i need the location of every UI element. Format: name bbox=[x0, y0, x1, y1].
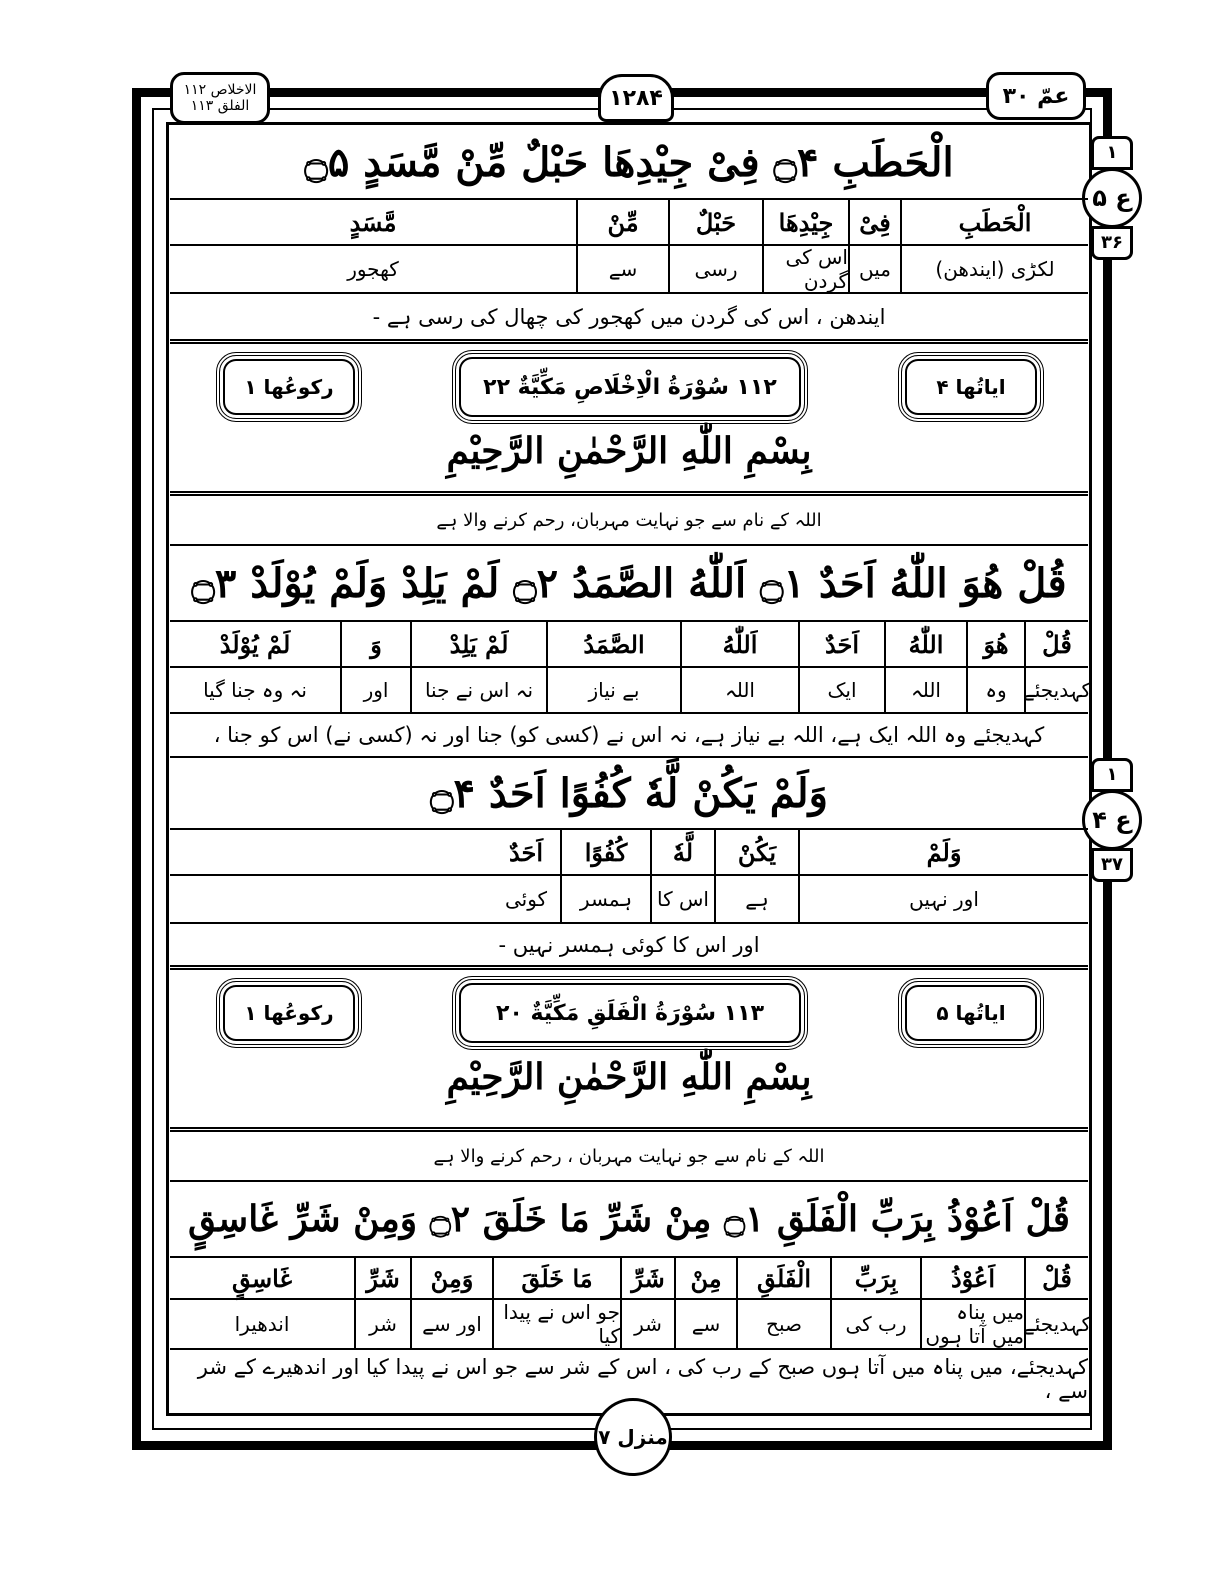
surah-index-tab bbox=[170, 72, 270, 124]
ruku-marker-top: ۱ bbox=[1091, 136, 1133, 170]
arabic-word-cell: شَرِّ bbox=[354, 1258, 410, 1298]
arabic-word-row bbox=[170, 1258, 1088, 1300]
urdu-word-cell: صبح bbox=[736, 1300, 830, 1348]
arabic-word-cell: كُفُوًا bbox=[560, 830, 650, 874]
arabic-word-cell: يَكُنْ bbox=[714, 830, 798, 874]
translation-line: کہدیجئے وہ اللہ ایک ہے، اللہ بے نیاز ہے، نہ اس نے (کسی کو) جنا اور نہ (کسی نے) اس کو جنا ، bbox=[170, 714, 1088, 758]
arabic-word-cell: شَرِّ bbox=[620, 1258, 674, 1298]
urdu-word-cell: اور سے bbox=[410, 1300, 492, 1348]
urdu-word-cell: اندھیرا bbox=[234, 1312, 290, 1336]
urdu-word-cell: کھجور bbox=[347, 257, 399, 281]
arabic-word-cell: جِیْدِهَا bbox=[762, 200, 848, 244]
ayat-count-label: ایاتُها ۴ bbox=[898, 352, 1044, 422]
urdu-word-cell: لکڑی (ایندھن) bbox=[900, 246, 1088, 292]
verse-line: قُلْ اَعُوْذُ بِرَبِّ الْفَلَقِ ۝۱ مِنْ شَرِّ مَا خَلَقَ ۝۲ وَمِنْ شَرِّ غَاسِقٍ bbox=[170, 1182, 1088, 1258]
urdu-word-cell: شر bbox=[620, 1300, 674, 1348]
urdu-word-cell: اس کا bbox=[650, 876, 714, 922]
urdu-word-row bbox=[170, 1300, 1091, 1350]
arabic-word-row bbox=[170, 622, 1088, 668]
ayat-count-label: ایاتُها ۵ bbox=[898, 978, 1044, 1048]
bismillah-translation: اللہ کے نام سے جو نہایت مہربان، رحم کرنے والا ہے bbox=[170, 496, 1088, 546]
arabic-word-cell: اَعُوْذُ bbox=[920, 1258, 1024, 1298]
urdu-word-cell: جو اس نے پیدا کیا bbox=[492, 1300, 620, 1348]
urdu-word-cell: اللہ bbox=[680, 668, 798, 712]
arabic-word-row bbox=[170, 830, 1088, 876]
ruku-count-label: رکوعُها ۱ bbox=[216, 352, 362, 422]
arabic-word-cell: اَحَدٌ bbox=[508, 837, 544, 867]
para-label: عمّ ۳۰ bbox=[986, 72, 1086, 120]
ruku-marker-2 bbox=[1082, 758, 1142, 882]
arabic-word-cells bbox=[170, 1258, 1088, 1298]
arabic-word-cell: الْحَطَبِ bbox=[900, 200, 1088, 244]
urdu-word-cell: میں bbox=[848, 246, 900, 292]
arabic-word-cell: الصَّمَدُ bbox=[546, 622, 680, 666]
urdu-word-cells bbox=[170, 1300, 1091, 1348]
arabic-word-cell: هُوَ bbox=[966, 622, 1024, 666]
urdu-word-cell: میں پناہ میں آتا ہوں bbox=[920, 1300, 1024, 1348]
arabic-word-cells bbox=[170, 622, 1088, 666]
urdu-word-cell: اور bbox=[340, 668, 410, 712]
urdu-word-cell: ہے bbox=[714, 876, 798, 922]
urdu-word-cell: رسی bbox=[668, 246, 762, 292]
arabic-word-cell: مَّسَدٍ bbox=[349, 207, 397, 237]
ruku-marker-bottom: ۳۶ bbox=[1091, 226, 1133, 260]
urdu-word-cell: کہدیجئے bbox=[1024, 1300, 1088, 1348]
arabic-word-cell: مَا خَلَقَ bbox=[492, 1258, 620, 1298]
surah-index-line2: الفلق ۱۱۳ bbox=[190, 98, 250, 114]
verse-line: وَلَمْ يَكُنْ لَّهٗ كُفُوًا اَحَدٌ ۝۴ bbox=[170, 758, 1088, 830]
bismillah: بِسْمِ اللّٰهِ الرَّحْمٰنِ الرَّحِيْمِ bbox=[170, 1056, 1088, 1132]
urdu-word-cell: اور نہیں bbox=[798, 876, 1088, 922]
urdu-word-cell: ہمسر bbox=[560, 876, 650, 922]
ruku-marker-1 bbox=[1082, 136, 1142, 260]
urdu-word-row bbox=[170, 876, 1088, 924]
urdu-word-cell: ایک bbox=[798, 668, 884, 712]
urdu-word-cell: شر bbox=[354, 1300, 410, 1348]
bismillah-translation: اللہ کے نام سے جو نہایت مہربان ، رحم کرنے والا ہے bbox=[170, 1132, 1088, 1182]
arabic-word-cell: وَ bbox=[340, 622, 410, 666]
surah-index-line1: الاخلاص ۱۱۲ bbox=[183, 82, 257, 98]
urdu-word-cell: وہ bbox=[966, 668, 1024, 712]
arabic-word-cell: لَمْ يَلِدْ bbox=[410, 622, 546, 666]
arabic-word-cell: قُلْ bbox=[1024, 1258, 1088, 1298]
urdu-word-cell: سے bbox=[674, 1300, 736, 1348]
surah-header bbox=[170, 344, 1088, 430]
urdu-word-row bbox=[170, 246, 1088, 294]
urdu-word-cell: بے نیاز bbox=[546, 668, 680, 712]
verse-line: قُلْ هُوَ اللّٰهُ اَحَدٌ ۝۱ اَللّٰهُ الصَّمَدُ ۝۲ لَمْ يَلِدْ وَلَمْ يُوْلَدْ ۝۳ bbox=[170, 546, 1088, 622]
arabic-word-cell: حَبْلٌ bbox=[668, 200, 762, 244]
page-number: ۱۲۸۴ bbox=[598, 74, 674, 122]
surah-title: ۱۱۲ سُوْرَةُ الْاِخْلَاصِ مَكِّيَّةٌ ۲۲ bbox=[452, 350, 808, 424]
arabic-word-cell: اللّٰهُ bbox=[884, 622, 966, 666]
manzil-label: منزل ۷ bbox=[594, 1398, 672, 1476]
arabic-word-cell: مِّنْ bbox=[576, 200, 668, 244]
urdu-word-row bbox=[170, 668, 1091, 714]
arabic-word-cell: اَحَدٌ bbox=[798, 622, 884, 666]
ruku-count-label: رکوعُها ۱ bbox=[216, 978, 362, 1048]
urdu-word-cell: سے bbox=[576, 246, 668, 292]
arabic-word-cell: مِنْ bbox=[674, 1258, 736, 1298]
arabic-word-cell: بِرَبِّ bbox=[830, 1258, 920, 1298]
verse-line: الْحَطَبِ ۝۴ فِیْ جِیْدِهَا حَبْلٌ مِّنْ مَّسَدٍ ۝۵ bbox=[170, 126, 1088, 200]
ruku-marker-bottom: ۳۷ bbox=[1091, 848, 1133, 882]
arabic-word-cell: وَلَمْ bbox=[798, 830, 1088, 874]
arabic-word-cells bbox=[170, 830, 1088, 874]
surah-header bbox=[170, 970, 1088, 1056]
arabic-word-cell: فِیْ bbox=[848, 200, 900, 244]
ruku-marker-mid: ع ۴ bbox=[1082, 790, 1142, 850]
urdu-word-cell: نہ اس نے جنا bbox=[410, 668, 546, 712]
urdu-word-cells bbox=[170, 876, 1088, 922]
arabic-word-row bbox=[170, 200, 1088, 246]
urdu-word-cell: رب کی bbox=[830, 1300, 920, 1348]
urdu-word-cell: کوئی bbox=[504, 887, 548, 911]
urdu-word-cell: کہدیجئے bbox=[1024, 668, 1088, 712]
arabic-word-cell: الْفَلَقِ bbox=[736, 1258, 830, 1298]
arabic-word-cells bbox=[170, 200, 1088, 244]
urdu-word-cells bbox=[170, 668, 1091, 712]
arabic-word-cell: لَمْ يُوْلَدْ bbox=[219, 629, 291, 659]
ruku-marker-top: ۱ bbox=[1091, 758, 1133, 792]
urdu-word-cell: اللہ bbox=[884, 668, 966, 712]
arabic-word-cell: غَاسِقٍ bbox=[232, 1263, 292, 1293]
arabic-word-cell: قُلْ bbox=[1024, 622, 1088, 666]
surah-title: ۱۱۳ سُوْرَةُ الْفَلَقِ مَكِّيَّةٌ ۲۰ bbox=[452, 976, 808, 1050]
bismillah: بِسْمِ اللّٰهِ الرَّحْمٰنِ الرَّحِيْمِ bbox=[170, 430, 1088, 496]
urdu-word-cell: اس کی گردن bbox=[762, 246, 848, 292]
translation-line: کہدیجئے، میں پناہ میں آتا ہوں صبح کے رب کی ، اس کے شر سے جو اس نے پیدا کیا اور اندھیرے کے شر سے ، bbox=[197, 1355, 1088, 1403]
urdu-word-cells bbox=[170, 246, 1088, 292]
arabic-word-cell: اَللّٰهُ bbox=[680, 622, 798, 666]
ruku-marker-mid: ع ۵ bbox=[1082, 168, 1142, 228]
translation-line: اور اس کا کوئی ہمسر نہیں - bbox=[170, 924, 1088, 970]
arabic-word-cell: لَّهٗ bbox=[650, 830, 714, 874]
urdu-word-cell: نہ وہ جنا گیا bbox=[203, 678, 307, 702]
arabic-word-cell: وَمِنْ bbox=[410, 1258, 492, 1298]
translation-line: ایندھن ، اس کی گردن میں کھجور کی چھال کی رسی ہے - bbox=[170, 294, 1088, 344]
